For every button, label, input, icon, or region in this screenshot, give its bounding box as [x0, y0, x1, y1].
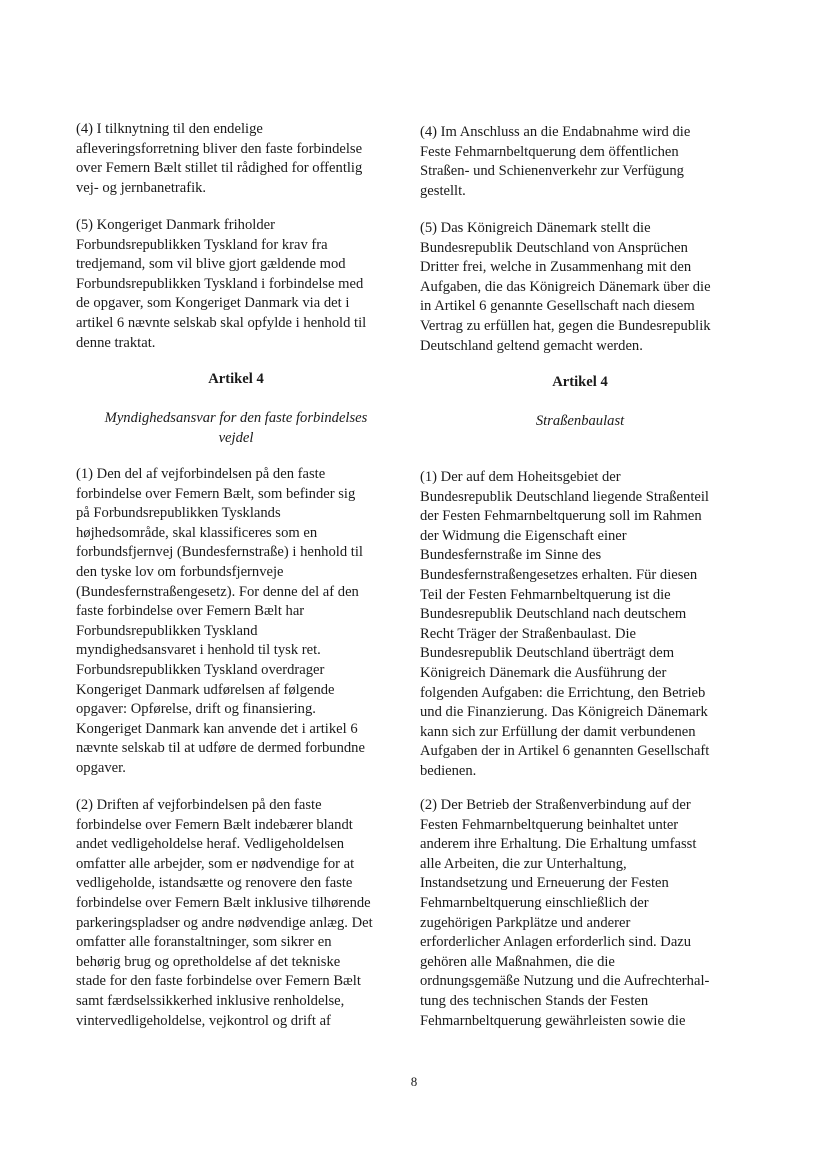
- article-4-paragraph-2-da: (2) Driften af vejforbindelsen på den faste forbindelse over Femern Bælt indebærer blandt andet vedligeholdelse heraf. Vedligeholdelsen omfatter alle arbejder, som er nødvendige for at vedligeholde, istandsætte og renovere den faste forbindelse over Femern Bælt inklusive tilhørende parkeringspladser og andre nødvendige anlæg. Det omfatter alle foranstaltninger, som sikrer en behørig brug og opretholdelse af det tekniske stade for den faste forbindelse over Femern Bælt samt færdselssikkerhed inklusive renholdelse, vintervedligeholdelse, vejkontrol og drift af: [76, 797, 373, 1029]
- article-subheading-de: Straßenbaulast: [535, 413, 625, 429]
- page-number: 8: [410, 1074, 418, 1089]
- article-subheading-da: Myndighedsansvar for den faste forbindelses vejdel: [104, 410, 368, 446]
- paragraph-4-de: (4) Im Anschluss an die Endabnahme wird die Feste Fehmarnbeltquerung dem öffentlichen Straßen- und Schienenverkehr zur Verfügung gestellt.: [420, 124, 691, 199]
- article-4-paragraph-2-de: (2) Der Betrieb der Straßenverbindung auf der Festen Fehmarnbeltquerung beinhaltet unter anderem ihre Erhaltung. Die Erhaltung umfasst alle Arbeiten, die zur Unterhaltung, Instandsetzung und Erneuerung der Festen Fehmarnbeltquerung einschließlich der zugehörigen Parkplätze und anderer erforderlicher Anlagen erforderlich sind. Dazu gehören alle Maßnahmen, die die ordnungsgemäße Nutzung und die Aufrechterhal- tung des technischen Stands der Festen Fehmarnbeltquerung gewährleisten sowie die: [420, 797, 710, 1029]
- paragraph-5-da: (5) Kongeriget Danmark friholder Forbundsrepublikken Tyskland for krav fra tredjemand, som vil blive gjort gældende mod Forbundsrepublikken Tyskland i forbindelse med de opgaver, som Kongeriget Danmark via det i artikel 6 nævnte selskab skal opfylde i henhold til denne traktat.: [76, 217, 367, 351]
- article-4-paragraph-1-de: (1) Der auf dem Hoheitsgebiet der Bundesrepublik Deutschland liegende Straßenteil der Festen Fehmarnbeltquerung soll im Rahmen der Widmung die Eigenschaft einer Bundesfernstraße im Sinne des Bundesfernstraßengesetzes erhalten. Für diesen Teil der Festen Fehmarnbeltquerung ist die Bundesrepublik Deutschland nach deutschem Recht Träger der Straßenbaulast. Die Bundesrepublik Deutschland überträgt dem Königreich Dänemark die Ausführung der folgenden Aufgaben: die Errichtung, den Betrieb und die Finanzierung. Das Königreich Dänemark kann sich zur Erfüllung der damit verbundenen Aufgaben der in Artikel 6 genannten Gesellschaft bedienen.: [420, 469, 710, 779]
- article-heading-da: Artikel 4: [208, 371, 264, 387]
- article-heading-de: Artikel 4: [552, 374, 608, 390]
- paragraph-4-da: (4) I tilknytning til den endelige afleveringsforretning bliver den faste forbindelse over Femern Bælt stillet til rådighed for offentlig vej- og jernbanetrafik.: [76, 121, 363, 196]
- article-4-paragraph-1-da: (1) Den del af vejforbindelsen på den faste forbindelse over Femern Bælt, som befinder sig på Forbundsrepublikken Tysklands højhedsområde, skal klassificeres som en forbundsfjernvej (Bundesfernstraße) i henhold til den tyske lov om forbundsfjernveje (Bundesfernstraßengesetz). For denne del af den faste forbindelse over Femern Bælt har Forbundsrepublikken Tyskland myndighedsansvaret i henhold til tysk ret. Forbundsrepublikken Tyskland overdrager Kongeriget Danmark udførelsen af følgende opgaver: Opførelse, drift og finansiering. Kongeriget Danmark kan anvende det i artikel 6 nævnte selskab til at udføre de dermed forbundne opgaver.: [76, 466, 365, 776]
- paragraph-5-de: (5) Das Königreich Dänemark stellt die Bundesrepublik Deutschland von Ansprüchen Dritter frei, welche in Zusammenhang mit den Aufgaben, die das Königreich Dänemark über die in Artikel 6 genannte Gesellschaft nach diesem Vertrag zu erfüllen hat, gegen die Bundesrepublik Deutschland geltend gemacht werden.: [420, 220, 711, 354]
